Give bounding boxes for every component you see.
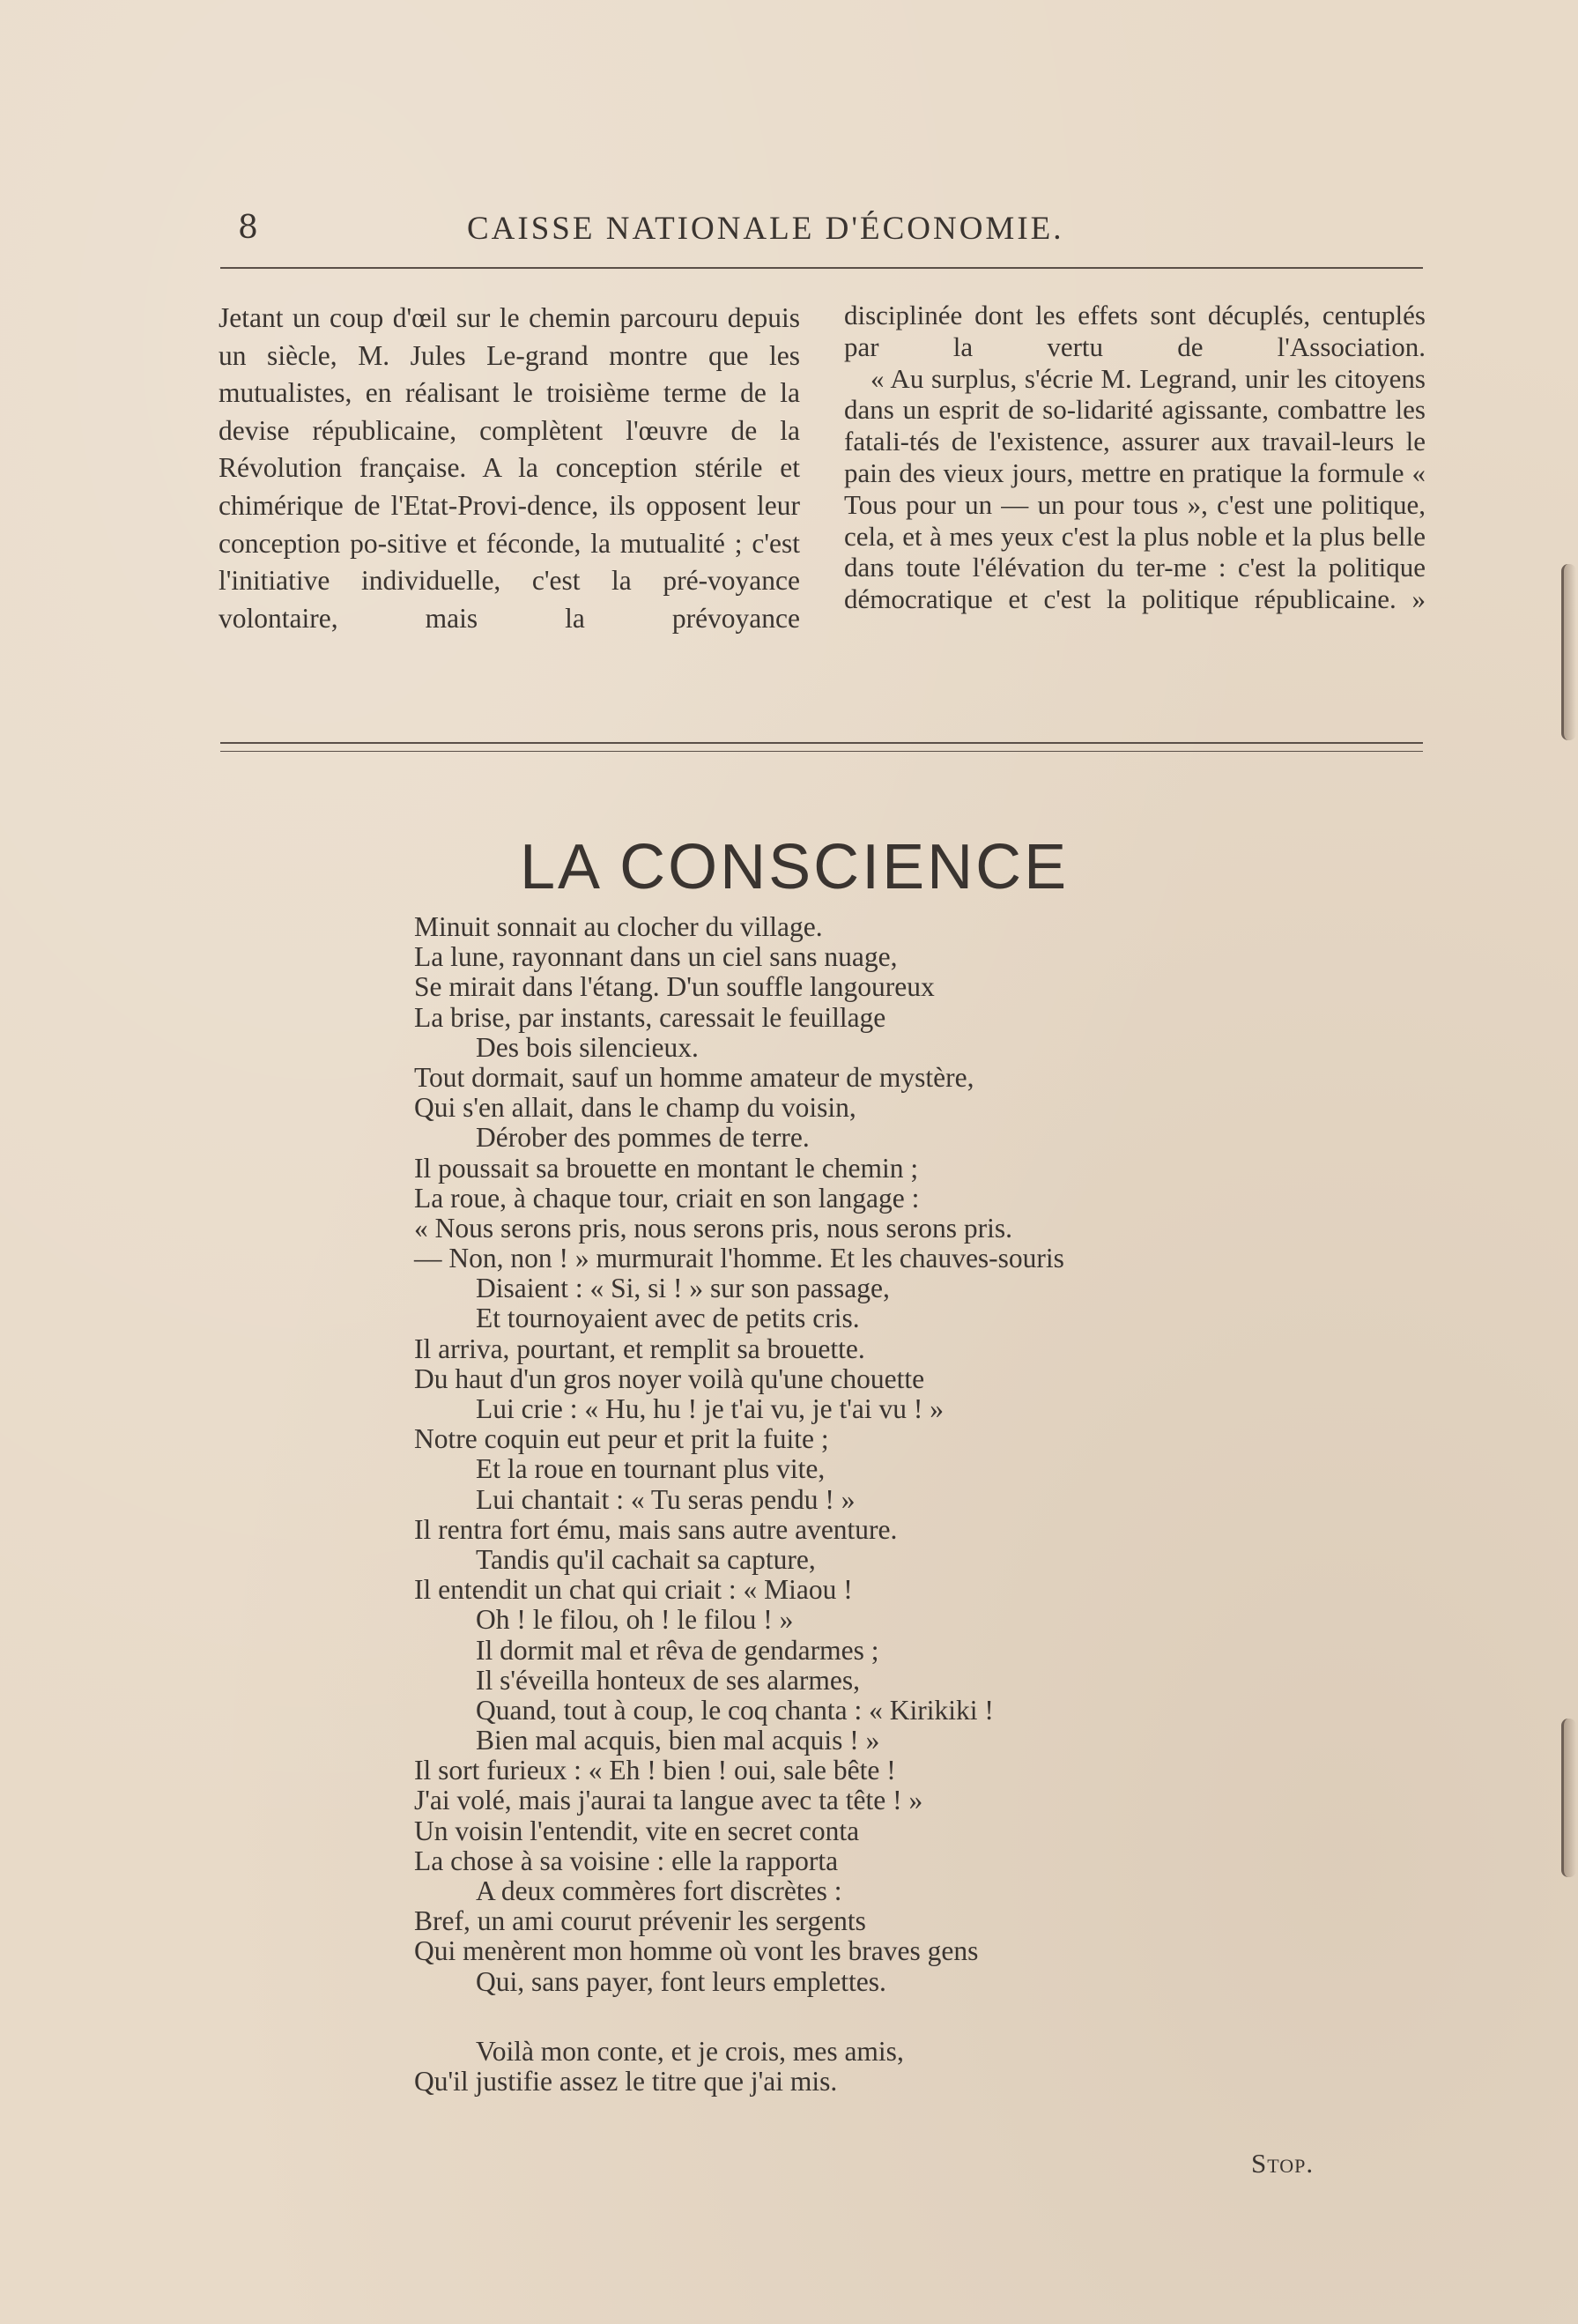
article-paragraph: disciplinée dont les effets sont décuplés, centuplés par la vertu de l'Association. — [844, 300, 1426, 362]
poem-verse: Il rentra fort ému, mais sans autre aventure. — [414, 1513, 898, 1545]
poem-verse: Il entendit un chat qui criait : « Miaou ! — [414, 1574, 853, 1606]
poem-verse: Minuit sonnait au clocher du village. — [414, 911, 823, 942]
poem-verse: J'ai volé, mais j'aurai ta langue avec ta tête ! » — [414, 1785, 923, 1816]
poem-verse: Lui chantait : « Tu seras pendu ! » — [476, 1483, 856, 1515]
stanza-break — [414, 1997, 1295, 2037]
poem-verse: Qui menèrent mon homme où vont les braves gens — [414, 1935, 979, 1967]
poem-verse: Se mirait dans l'étang. D'un souffle langoureux — [414, 971, 935, 1003]
poem-verse: Il s'éveilla honteux de ses alarmes, — [476, 1664, 861, 1696]
poem-verse: La lune, rayonnant dans un ciel sans nuage, — [414, 941, 898, 973]
poem-verse: La brise, par instants, caressait le feuillage — [414, 1001, 886, 1033]
article-paragraph: Jetant un coup d'œil sur le chemin parcouru depuis un siècle, M. Jules Le-grand montre que les mutualistes, en réalisant le troisième terme de la devise républicaine, complètent l'œuvre de la Révolution française. A la conception stérile et chimérique de l'Etat-Provi-dence, ils opposent leur conception po-sitive et féconde, la mutualité ; c'est l'initiative individuelle, c'est la pré-voyance volontaire, mais la prévoyance — [219, 302, 800, 634]
section-divider — [220, 751, 1423, 752]
poem-body — [414, 912, 1295, 2097]
poem-verse: Qui, sans payer, font leurs emplettes. — [476, 1965, 886, 1997]
poem-verse: Et tournoyaient avec de petits cris. — [476, 1303, 860, 1334]
poem-verse: Il arriva, pourtant, et remplit sa brouette. — [414, 1333, 865, 1364]
article-columns — [219, 300, 1426, 723]
poem-verse: Qui s'en allait, dans le champ du voisin, — [414, 1092, 856, 1124]
poem-verse: « Nous serons pris, nous serons pris, nous serons pris. — [414, 1212, 1012, 1244]
poem-verse: Lui crie : « Hu, hu ! je t'ai vu, je t'ai vu ! » — [476, 1393, 944, 1424]
poem-verse: Bien mal acquis, bien mal acquis ! » — [476, 1725, 880, 1756]
binding-staple — [1561, 1719, 1576, 1877]
article-right-column — [844, 300, 1426, 615]
poem-verse: Tandis qu'il cachait sa capture, — [476, 1543, 816, 1575]
article-left-column — [219, 300, 800, 637]
poem-verse: Un voisin l'entendit, vite en secret conta — [414, 1815, 860, 1846]
poem-verse: Il poussait sa brouette en montant le chemin ; — [414, 1152, 919, 1184]
poem-title: LA CONSCIENCE — [520, 832, 1070, 903]
poem-verse: Il sort furieux : « Eh ! bien ! oui, sale bête ! — [414, 1755, 896, 1786]
article-paragraph: « Au surplus, s'écrie M. Legrand, unir les citoyens dans un esprit de so-lidarité agissante, combattre les fatali-tés de l'existence, assurer aux travail-leurs le pain des vieux jours, mettre en pratique la formule « Tous pour un — un pour tous », c'est une politique, cela, et à mes yeux c'est la plus noble et la plus belle dans toute l'élévation du ter-me : c'est la politique démocratique et c'est la politique républicaine. » — [844, 362, 1426, 615]
poem-verse: Et la roue en tournant plus vite, — [476, 1453, 826, 1485]
poem-verse: Voilà mon conte, et je crois, mes amis, — [476, 2035, 904, 2067]
poem-verse: Disaient : « Si, si ! » sur son passage, — [476, 1273, 890, 1304]
poem-verse: Des bois silencieux. — [476, 1031, 699, 1063]
poem-verse: La roue, à chaque tour, criait en son langage : — [414, 1182, 920, 1214]
poem-verse: Tout dormait, sauf un homme amateur de mystère, — [414, 1061, 974, 1093]
poem-verse: Notre coquin eut peur et prit la fuite ; — [414, 1423, 829, 1455]
running-title: CAISSE NATIONALE D'ÉCONOMIE. — [467, 211, 1064, 247]
poem-verse: A deux commères fort discrètes : — [476, 1875, 842, 1906]
poem-verse: — Non, non ! » murmurait l'homme. Et les chauves-souris — [414, 1243, 1064, 1274]
poem-verse: Il dormit mal et rêva de gendarmes ; — [476, 1634, 879, 1666]
page-header — [220, 210, 1423, 254]
poem-verse: Bref, un ami courut prévenir les sergents — [414, 1905, 866, 1937]
section-divider — [220, 742, 1423, 744]
poem-verse: Oh ! le filou, oh ! le filou ! » — [476, 1604, 794, 1636]
page-number: 8 — [238, 210, 259, 246]
poem-verse: Dérober des pommes de terre. — [476, 1122, 810, 1154]
poem-verse: La chose à sa voisine : elle la rapporta — [414, 1845, 839, 1876]
poem-verse: Quand, tout à coup, le coq chanta : « Kirikiki ! — [476, 1694, 994, 1726]
header-rule — [220, 267, 1423, 269]
binding-staple — [1561, 564, 1576, 740]
poem-signature: Stop. — [1251, 2148, 1315, 2179]
poem-verse: Du haut d'un gros noyer voilà qu'une chouette — [414, 1362, 925, 1394]
poem-verse: Qu'il justifie assez le titre que j'ai mis. — [414, 2065, 838, 2097]
